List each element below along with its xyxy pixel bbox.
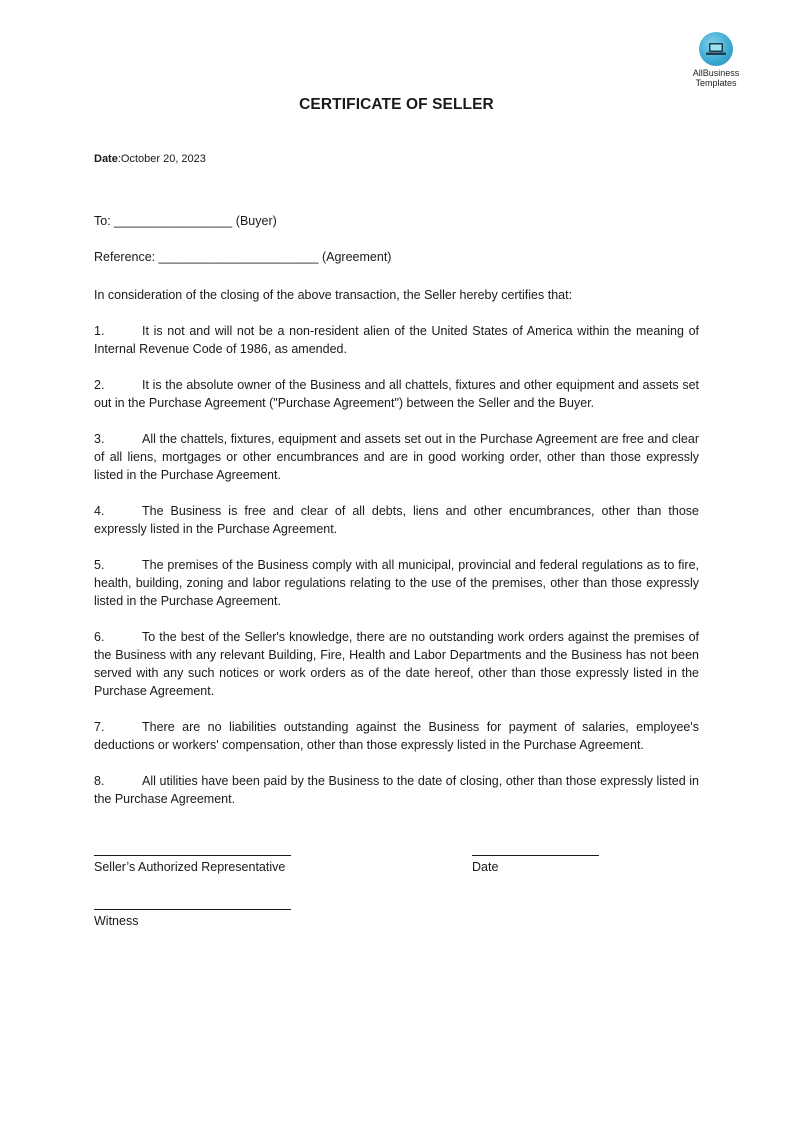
clause-number: 3. — [94, 432, 105, 446]
allbusiness-logo — [688, 32, 744, 88]
clause-4 — [94, 502, 699, 538]
reference-line: Reference: _______________________ (Agreement) — [94, 250, 392, 264]
certificate-body — [94, 286, 699, 826]
logo-line-2: Templates — [695, 78, 737, 88]
clause-7 — [94, 718, 699, 754]
clause-text: All the chattels, fixtures, equipment and assets set out in the Purchase Agreement are free and clear of all liens, mortgages or other encumbrances and are in good working order, other than those expressly listed in the Purchase Agreement. — [94, 432, 699, 482]
logo-line-1: AllBusiness — [692, 68, 740, 78]
clause-text: It is not and will not be a non-resident alien of the United States of America within the meaning of Internal Revenue Code of 1986, as amended. — [94, 324, 699, 356]
clause-number: 4. — [94, 504, 105, 518]
witness-signature-label: Witness — [94, 914, 139, 928]
clause-number: 8. — [94, 774, 105, 788]
to-line: To: _________________ (Buyer) — [94, 214, 277, 228]
representative-signature-line — [94, 855, 291, 856]
logo-badge — [699, 32, 733, 66]
date-value: :October 20, 2023 — [117, 153, 206, 165]
date-signature-line — [472, 855, 599, 856]
laptop-icon — [705, 41, 727, 57]
date-label: Date — [94, 153, 118, 165]
clause-number: 2. — [94, 378, 105, 392]
date-signature-label: Date — [472, 860, 499, 874]
clause-1 — [94, 322, 699, 358]
representative-signature-block — [94, 855, 291, 874]
clause-text: All utilities have been paid by the Business to the date of closing, other than those expressly listed in the Purchase Agreement. — [94, 774, 699, 806]
clause-text: It is the absolute owner of the Business and all chattels, fixtures and other equipment and assets set out in the Purchase Agreement ("Purchase Agreement") between the Seller and the Buyer. — [94, 378, 699, 410]
document-title: CERTIFICATE OF SELLER — [299, 96, 494, 113]
representative-signature-label: Seller’s Authorized Representative — [94, 860, 286, 874]
intro-paragraph: In consideration of the closing of the above transaction, the Seller hereby certifies that: — [94, 288, 573, 302]
clause-2 — [94, 376, 699, 412]
clause-number: 7. — [94, 720, 105, 734]
logo-text — [688, 68, 744, 88]
clause-number: 1. — [94, 324, 105, 338]
clause-6 — [94, 628, 699, 700]
clause-number: 5. — [94, 558, 105, 572]
clause-text: The Business is free and clear of all debts, liens and other encumbrances, other than those expressly listed in the Purchase Agreement. — [94, 504, 699, 536]
date-line — [94, 153, 206, 165]
witness-signature-line — [94, 909, 291, 910]
clause-text: The premises of the Business comply with all municipal, provincial and federal regulations as to fire, health, building, zoning and labor regulations relating to the use of the premises, other than those expressly listed in the Purchase Agreement. — [94, 558, 699, 608]
clause-8 — [94, 772, 699, 808]
clause-number: 6. — [94, 630, 105, 644]
witness-signature-block — [94, 909, 291, 928]
clause-text: There are no liabilities outstanding against the Business for payment of salaries, employee's deductions or workers' compensation, other than those expressly listed in the Purchase Agreement. — [94, 720, 699, 752]
clause-text: To the best of the Seller's knowledge, there are no outstanding work orders against the premises of the Business with any relevant Building, Fire, Health and Labor Departments and the Business has not been served with any such notices or work orders as of the date hereof, other than those expressly listed in the Purchase Agreement. — [94, 630, 699, 698]
clause-5 — [94, 556, 699, 610]
clause-3 — [94, 430, 699, 484]
date-signature-block — [472, 855, 599, 874]
